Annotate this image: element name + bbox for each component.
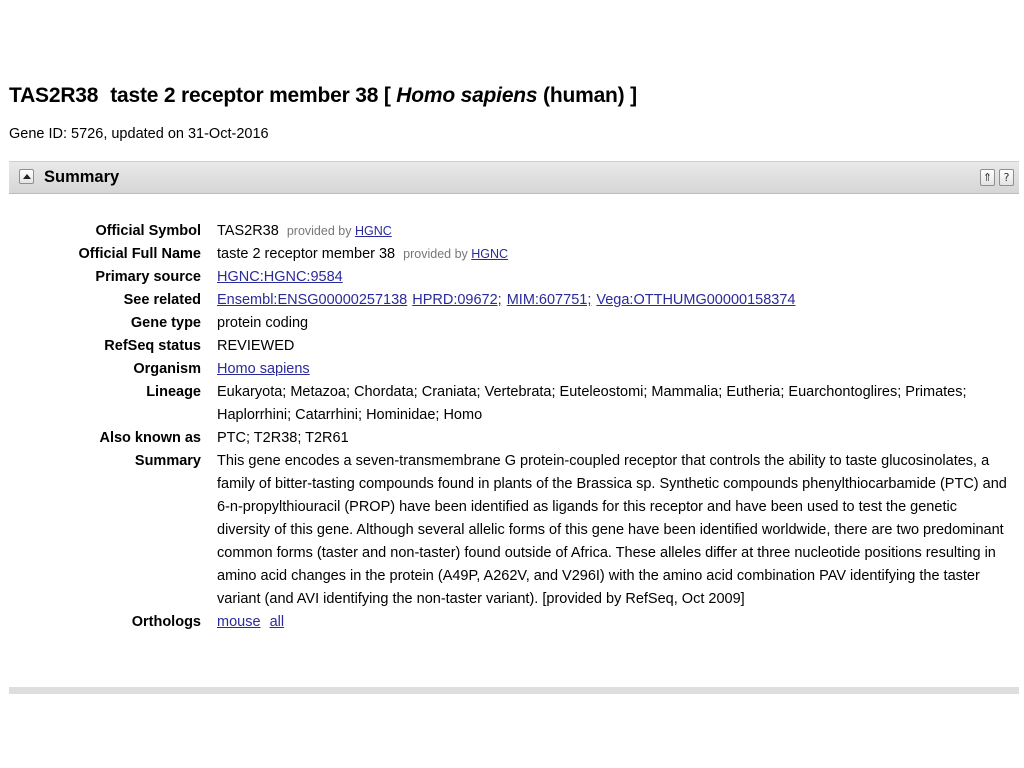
organism-label: Organism [133,361,201,377]
row-see-related [0,289,1024,312]
row-gene-type [0,312,1024,335]
primary-source-link[interactable]: HGNC:HGNC:9584 [217,269,343,285]
double-chevron-up-icon[interactable]: ⇑ [980,169,995,186]
hprd-link[interactable]: HPRD:09672; [412,292,502,308]
title-species: Homo sapiens [396,84,538,107]
mim-link[interactable]: MIM:607751; [506,292,592,308]
official-symbol-text: TAS2R38 [217,223,279,239]
row-official-symbol [0,220,1024,243]
row-official-full-name [0,243,1024,266]
official-symbol-provided [287,224,392,238]
hgnc-link[interactable]: HGNC [354,224,392,238]
lineage-value: Eukaryota; Metazoa; Chordata; Craniata; Vertebrata; Euteleostomi; Mammalia; Eutheria; Euarchontoglires; Primates; Haplorrhini; Catarrhini; Hominidae; Homo [217,384,967,423]
title-prefix: taste 2 receptor member 38 [ [110,84,391,107]
summary-section-header [9,161,1019,194]
official-symbol-label: Official Symbol [95,223,201,239]
row-summary [0,450,1024,611]
row-organism [0,358,1024,381]
provided-by-text: provided by [403,247,468,261]
see-related-value [217,289,1007,312]
hgnc-link[interactable]: HGNC [471,247,509,261]
collapse-toggle-button[interactable] [19,169,34,184]
also-known-as-value: PTC; T2R38; T2R61 [217,430,349,446]
summary-label: Summary [134,453,201,469]
ortholog-all-link[interactable]: all [269,614,285,630]
official-full-name-text: taste 2 receptor member 38 [217,246,396,262]
row-orthologs [0,611,1024,634]
primary-source-value [217,266,1007,289]
gene-symbol-title: TAS2R38 [9,84,99,107]
triangle-up-icon [23,174,31,179]
summary-section-title: Summary [44,168,120,186]
ensembl-link[interactable]: Ensembl:ENSG00000257138 [217,292,408,308]
provided-by-text: provided by [286,224,352,238]
refseq-status-label: RefSeq status [104,338,201,354]
row-lineage [0,381,1024,427]
summary-text: This gene encodes a seven-transmembrane G protein-coupled receptor that controls the ability to taste glucosinolates, a family of bitter-tasting compounds found in plants of the Brassica sp. Synthetic compounds phenylthiocarbamide (PTC) and 6-n-propylthiouracil (PROP) have been identified as ligands for this receptor and have been used to test the genetic diversity of this gene. Although several allelic forms of this gene have been identified worldwide, there are two predominant common forms (taster and non-taster) found outside of Africa. These alleles differ at three nucleotide positions resulting in amino acid changes in the protein (A49P, A262V, and V296I) with the amino acid combination PAV identifying the taster variant (and AVI identifying the non-taster variant). [provided by RefSeq, Oct 2009] [217,453,1007,607]
orthologs-label: Orthologs [131,614,201,630]
organism-link[interactable]: Homo sapiens [217,361,310,377]
gene-type-label: Gene type [130,315,201,331]
row-refseq-status [0,335,1024,358]
official-symbol-value [217,220,1007,243]
gene-id-line: Gene ID: 5726, updated on 31-Oct-2016 [9,126,269,142]
also-known-as-label: Also known as [99,430,201,446]
help-icon[interactable]: ? [999,169,1014,186]
official-full-name-value [217,243,1007,266]
orthologs-value [217,611,1007,634]
row-primary-source [0,266,1024,289]
row-also-known-as [0,427,1024,450]
vega-link[interactable]: Vega:OTTHUMG00000158374 [596,292,796,308]
title-suffix: (human) ] [543,84,637,107]
primary-source-label: Primary source [95,269,201,285]
section-footer-divider [9,687,1019,694]
official-full-name-label: Official Full Name [78,246,201,262]
lineage-label: Lineage [146,384,201,400]
section-tools [980,169,1014,186]
page-title [9,84,637,108]
refseq-status-value: REVIEWED [217,338,295,354]
summary-details [0,220,1024,634]
see-related-label: See related [123,292,201,308]
ortholog-mouse-link[interactable]: mouse [217,614,261,630]
organism-value [217,358,1007,381]
official-full-name-provided [403,247,508,261]
gene-type-value: protein coding [217,315,309,331]
